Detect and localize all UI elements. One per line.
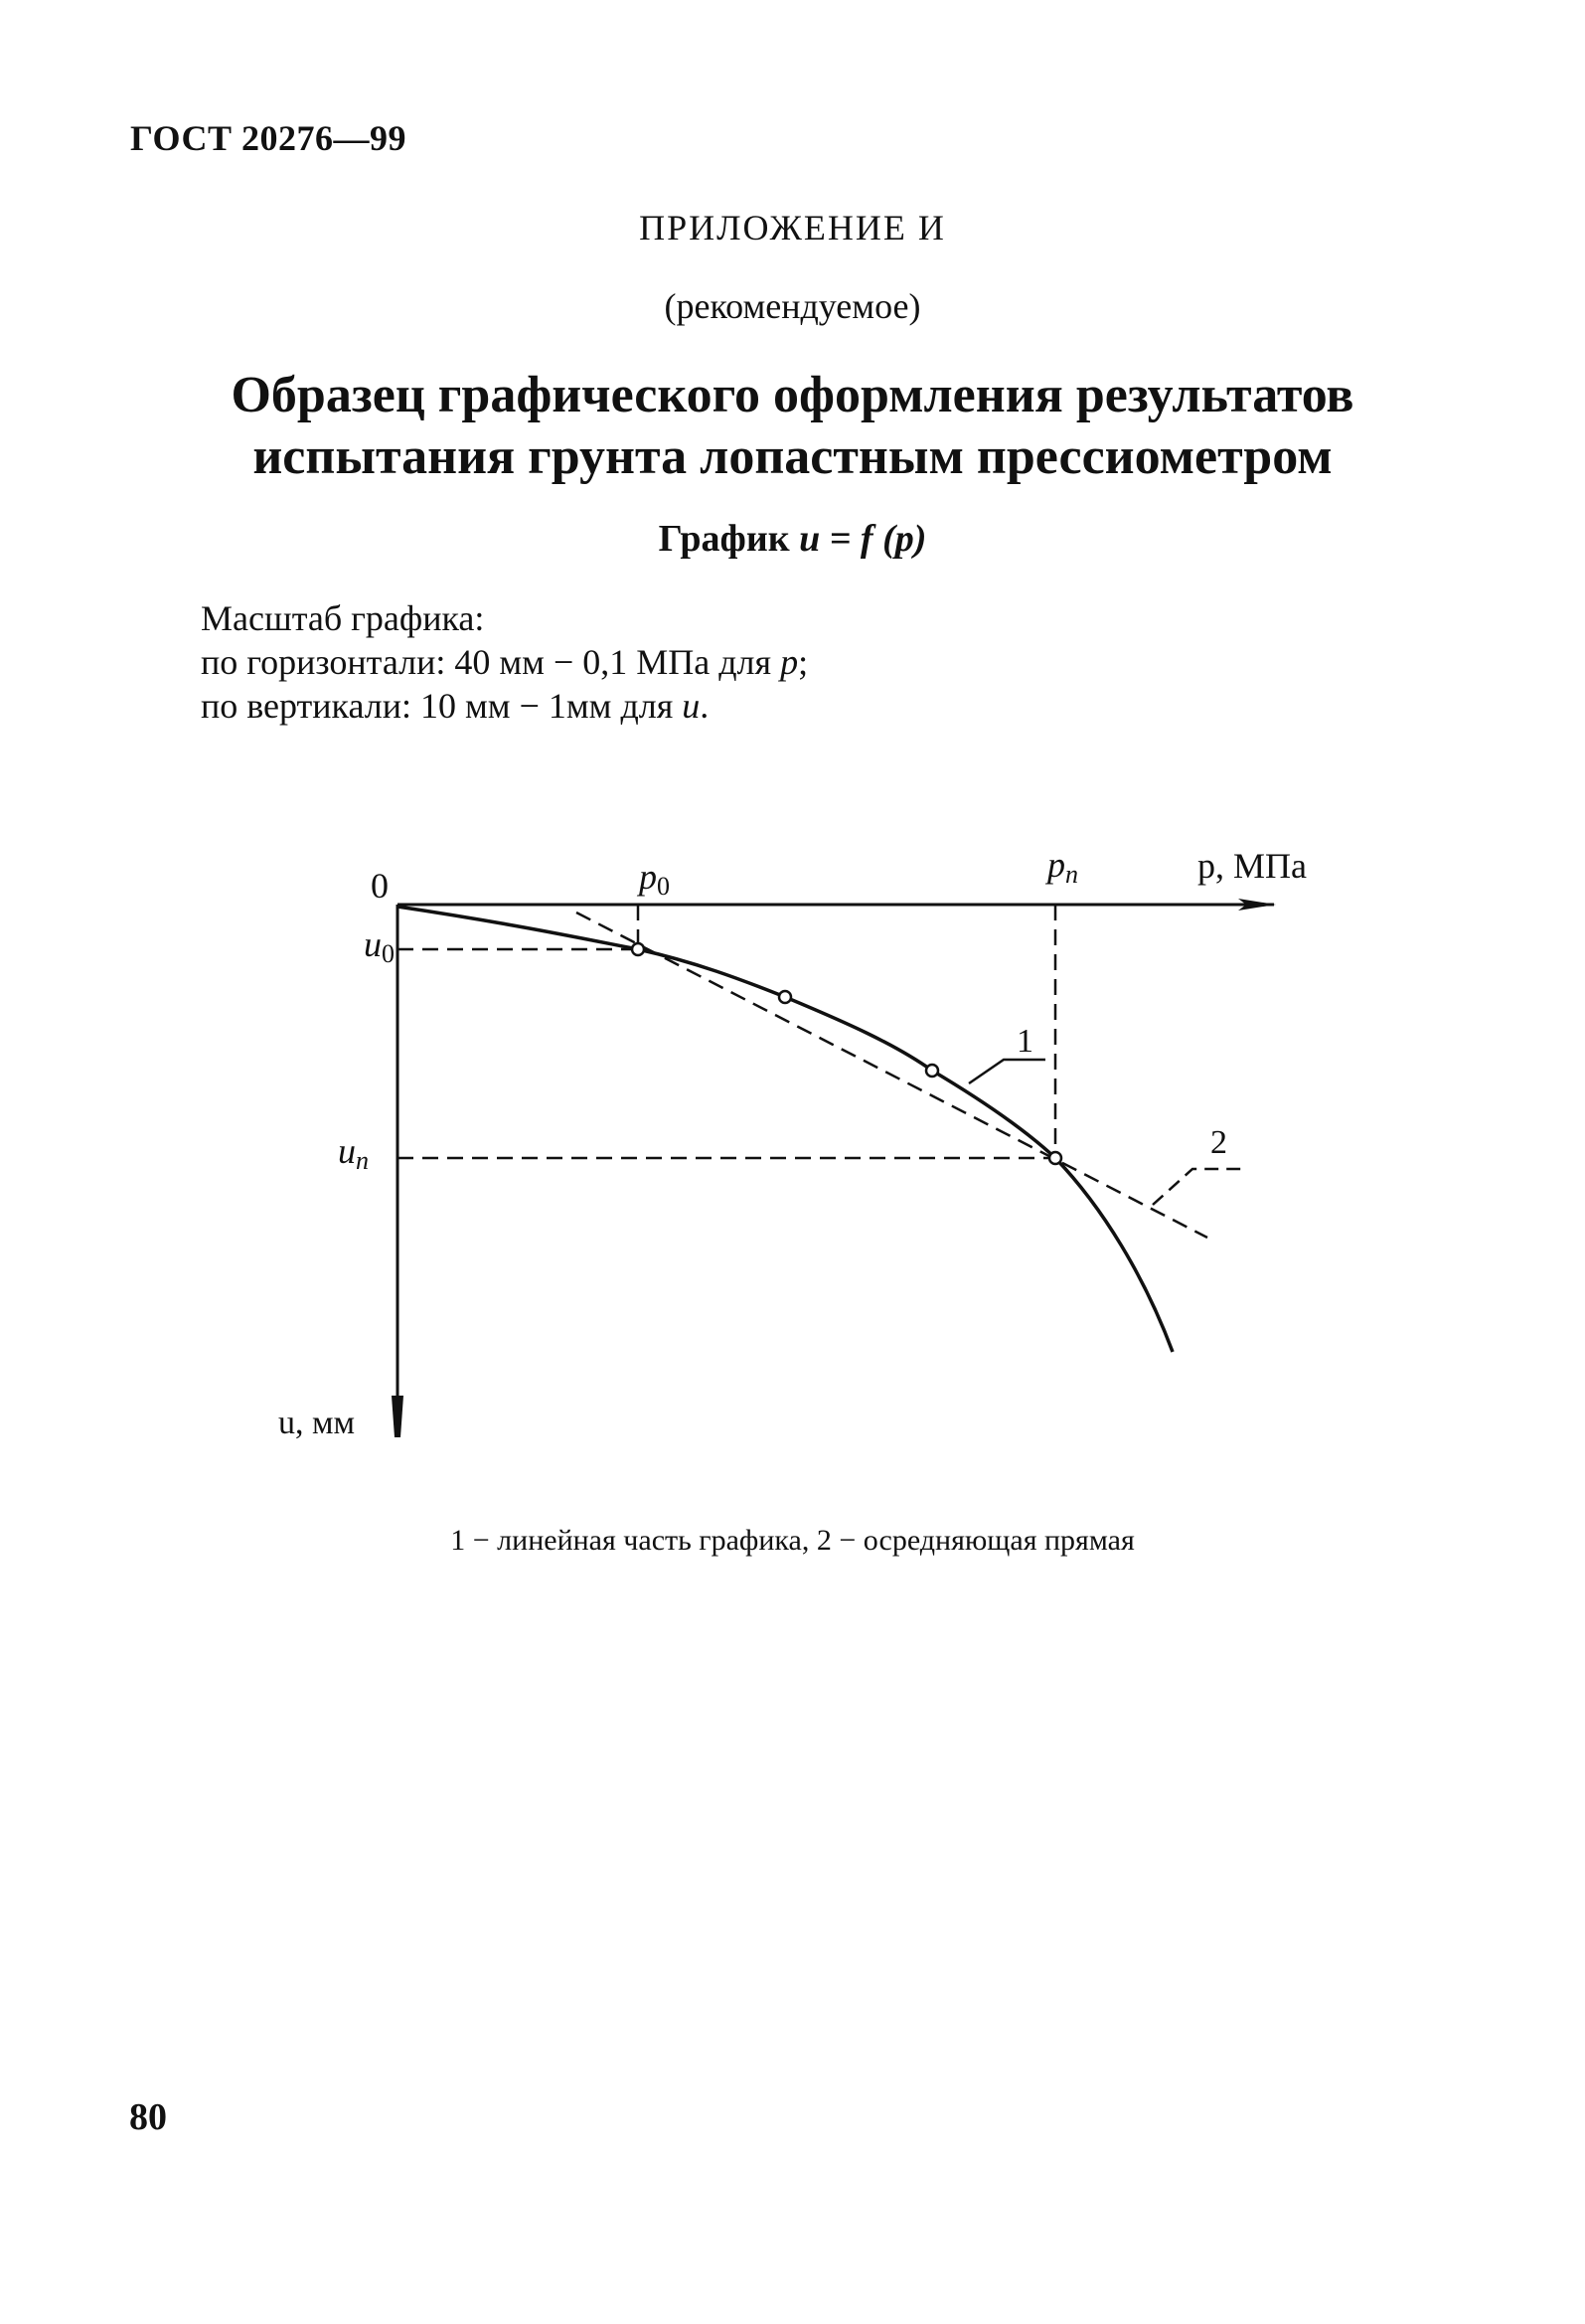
x-mark-p0: p0 [639, 857, 670, 901]
appendix-subtitle: (рекомендуемое) [664, 286, 921, 326]
scale-heading: Масштаб графика: [201, 598, 485, 638]
graph-caption-prefix: График [658, 518, 800, 560]
y-axis-label: u, мм [278, 1405, 356, 1441]
data-point-2 [779, 991, 791, 1003]
label-2-leader [1153, 1169, 1242, 1205]
x-mark-pn: pn [1047, 845, 1078, 889]
y-mark-un: un [338, 1131, 369, 1175]
graph-caption-formula: u = f (p) [799, 518, 927, 560]
scale-horizontal-var: p [780, 642, 799, 682]
series-2-label: 2 [1210, 1124, 1227, 1161]
label-1-leader [969, 1060, 1045, 1083]
origin-label: 0 [371, 866, 389, 906]
scale-vertical-end: . [700, 686, 710, 726]
scale-horizontal-end: ; [798, 642, 809, 682]
data-point-1 [632, 943, 644, 955]
data-point-4 [1049, 1152, 1061, 1164]
chart-legend-caption: 1 − линейная часть графика, 2 − осредняющая прямая [450, 1524, 1135, 1557]
document-code: ГОСТ 20276—99 [130, 118, 406, 158]
main-title-line-2: испытания грунта лопастным прессиометром [252, 428, 1333, 485]
main-title-line-1: Образец графического оформления результатов [231, 367, 1354, 423]
scale-vertical-text: по вертикали: 10 мм − 1мм для [201, 686, 683, 726]
data-point-3 [926, 1065, 938, 1077]
y-mark-u0: u0 [364, 924, 395, 968]
scale-vertical-var: u [682, 686, 701, 726]
series-1-label: 1 [1017, 1023, 1033, 1060]
scale-horizontal-text: по горизонтали: 40 мм − 0,1 МПа для [201, 642, 781, 682]
y-axis-arrow [392, 1396, 403, 1437]
page-number: 80 [129, 2096, 167, 2138]
series-2-averaging-line [576, 913, 1207, 1238]
x-axis-label: p, МПа [1197, 846, 1307, 886]
appendix-title: ПРИЛОЖЕНИЕ И [639, 208, 946, 248]
